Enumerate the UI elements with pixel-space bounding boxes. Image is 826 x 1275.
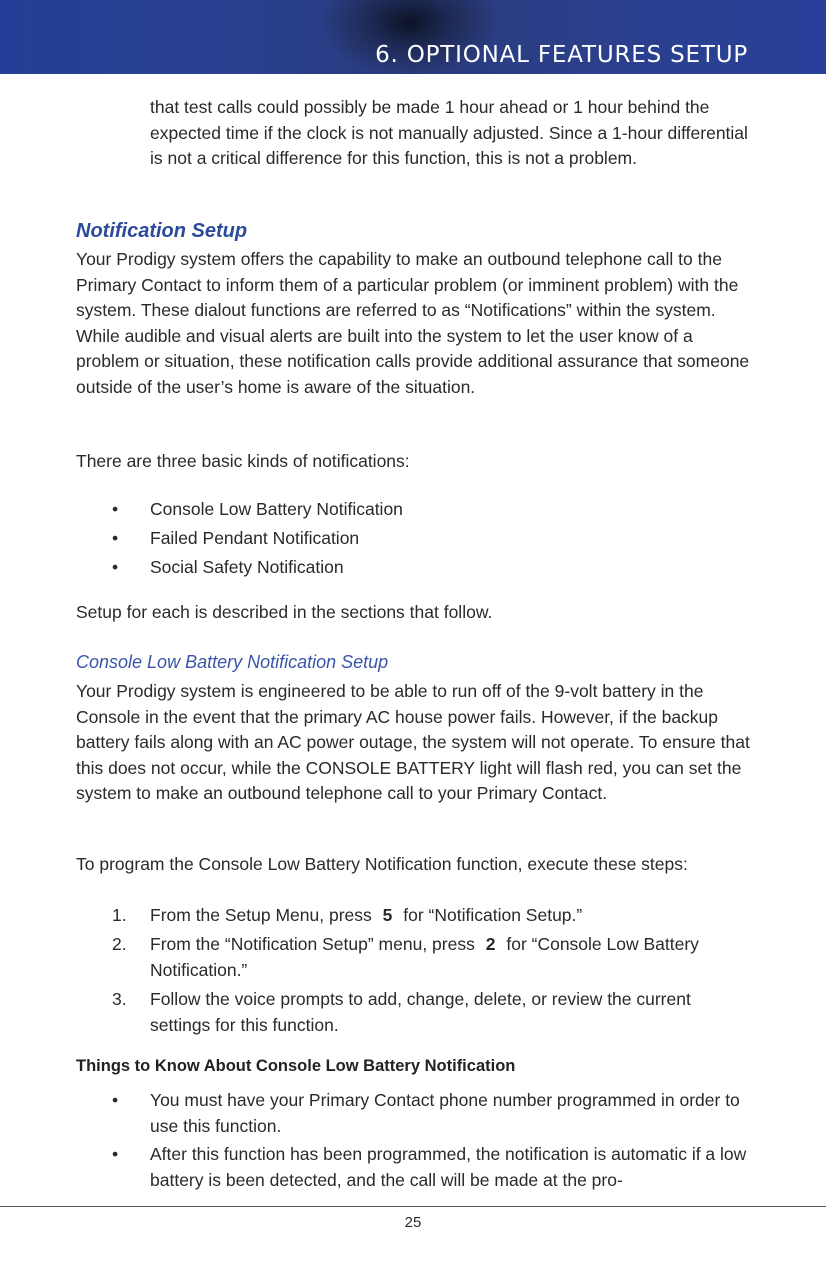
console-low-battery-paragraph-1: Your Prodigy system is engineered to be able to run off of the 9-volt battery in the Console in the event that the primary AC house power fails. However, if the backup battery fails along with an AC power outage, the system will not operate. To ensure that this does not occur, while the CONSOLE BATTERY light will flash red, you can set the system to make an outbound telephone call to your Primary Contact. [76, 681, 750, 803]
notification-setup-paragraph-1: Your Prodigy system offers the capability to make an outbound telephone call to the Primary Contact to inform them of a particular problem (or imminent problem) with the system. These dialout functions are referred to as “Notifications” within the system. While audible and visual alerts are built into the system to let the user know of a problem or situation, these notification calls provide additional assurance that someone outside of the user’s home is aware of the situation. [76, 249, 750, 397]
footer-divider [0, 1206, 826, 1207]
page-number: 25 [404, 1214, 422, 1231]
notification-setup-paragraph-3: Setup for each is described in the sections that follow. [76, 602, 493, 622]
notification-setup-paragraph-2: There are three basic kinds of notifications: [76, 451, 410, 471]
section-title: 6. OPTIONAL FEATURES SETUP [375, 42, 748, 68]
bullet-icon: • [112, 557, 119, 577]
keypad-key: 2 [485, 934, 496, 954]
bullet-icon: • [112, 499, 119, 519]
things-to-know-heading: Things to Know About Console Low Battery Notification [76, 1057, 516, 1075]
console-low-battery-paragraph-2: To program the Console Low Battery Notification function, execute these steps: [76, 854, 688, 874]
bullet-icon: • [112, 528, 119, 548]
bullet-icon: • [112, 1090, 119, 1110]
keypad-key: 5 [382, 905, 393, 925]
bullet-icon: • [112, 1144, 119, 1164]
intro-continuation: that test calls could possibly be made 1 hour ahead or 1 hour behind the expected time if the clock is not manually adjusted. Since a 1-hour differential is not a critical difference for this function, this is not a problem. [150, 97, 748, 168]
page-header-banner [0, 0, 826, 74]
console-low-battery-heading: Console Low Battery Notification Setup [76, 652, 389, 672]
notification-setup-heading: Notification Setup [76, 220, 248, 242]
